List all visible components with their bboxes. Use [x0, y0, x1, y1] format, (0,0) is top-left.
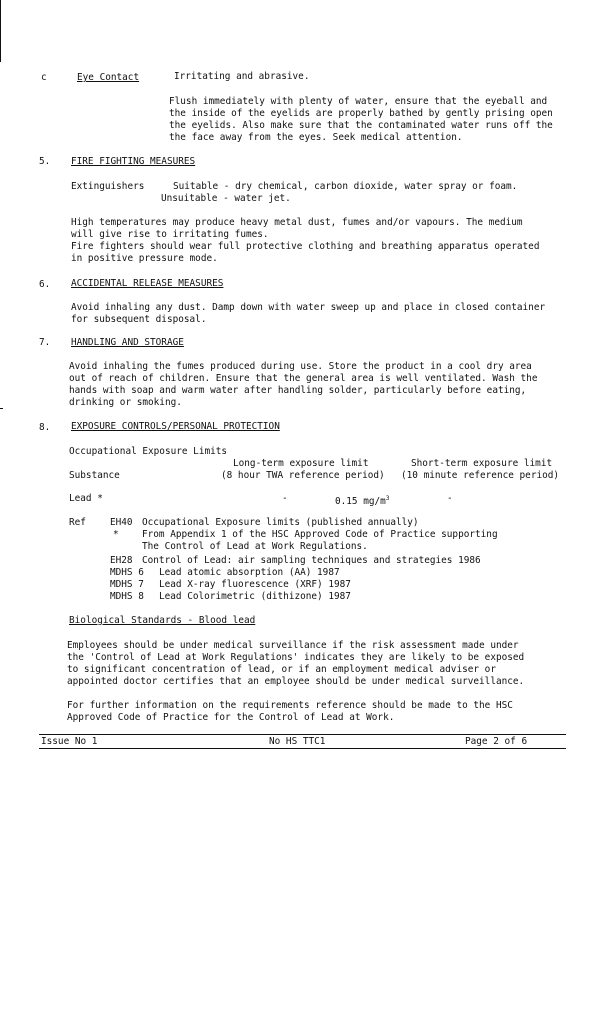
text-line: High temperatures may produce heavy metal dust, fumes and/or vapours. The medium — [71, 217, 523, 228]
limit-value: 0.15 mg/m — [335, 496, 386, 508]
eye-contact-label: Eye Contact — [77, 72, 140, 83]
scan-mark-top — [0, 0, 1, 62]
long-term-value — [335, 493, 389, 508]
text-line: will give rise to irritating fumes. — [71, 229, 269, 240]
text-line: in positive pressure mode. — [71, 253, 218, 264]
substance-header: Substance — [69, 470, 120, 481]
ref-text: Control of Lead: air sampling techniques and strategies 1986 — [142, 555, 481, 566]
biological-standards-text — [67, 640, 524, 688]
text-line: the inside of the eyelids are properly bathed by gently prising open — [169, 108, 553, 119]
text-line: Approved Code of Practice for the Control of Lead at Work. — [67, 712, 395, 723]
section-5-text — [71, 217, 539, 265]
oel-title: Occupational Exposure Limits — [69, 446, 228, 457]
text-line: Flush immediately with plenty of water, ensure that the eyeball and — [169, 96, 548, 107]
text-line: Avoid inhaling any dust. Damp down with water sweep up and place in closed container — [71, 302, 546, 313]
footer-doc-number: No HS TTC1 — [269, 736, 326, 747]
ref-code: MDHS 7 — [110, 579, 144, 590]
further-info-text — [67, 700, 513, 724]
ref-code: EH28 — [110, 555, 133, 566]
section-6-heading: ACCIDENTAL RELEASE MEASURES — [71, 278, 224, 289]
text-line: Avoid inhaling the fumes produced during use. Store the product in a cool dry area — [69, 361, 532, 372]
section-8-number: 8. — [39, 422, 51, 433]
short-term-dash: - — [447, 493, 453, 504]
unit-superscript: 3 — [385, 495, 390, 502]
section-6-number: 6. — [39, 279, 51, 290]
long-term-header: Long-term exposure limit — [233, 458, 369, 469]
ref-code: MDHS 8 — [110, 591, 144, 602]
section-8-heading: EXPOSURE CONTROLS/PERSONAL PROTECTION — [71, 421, 280, 432]
text-line: the eyelids. Also make sure that the contaminated water runs off the — [169, 120, 553, 131]
eye-contact-summary: Irritating and abrasive. — [174, 71, 310, 82]
ref-text: The Control of Lead at Work Regulations. — [142, 541, 368, 552]
eye-contact-instructions — [169, 96, 553, 144]
section-5-number: 5. — [39, 156, 51, 167]
short-term-subheader: (10 minute reference period) — [401, 470, 560, 481]
text-line: the face away from the eyes. Seek medical attention. — [169, 132, 463, 143]
ref-text: Lead atomic absorption (AA) 1987 — [159, 567, 340, 578]
section-7-heading: HANDLING AND STORAGE — [71, 337, 184, 348]
extinguisher-unsuitable: Unsuitable - water jet. — [161, 193, 291, 204]
scan-mark-mid — [0, 408, 3, 409]
footer-issue: Issue No 1 — [41, 736, 98, 747]
short-term-header: Short-term exposure limit — [411, 458, 553, 469]
extinguishers-label: Extinguishers — [71, 181, 145, 192]
text-line: hands with soap and warm water after handling solder, particularly before eating, — [69, 385, 527, 396]
text-line: to significant concentration of lead, or if an employment medical adviser or — [67, 664, 496, 675]
extinguisher-suitable: Suitable - dry chemical, carbon dioxide, water spray or foam. — [173, 181, 518, 192]
footer-rule-bottom — [39, 748, 566, 749]
text-line: Employees should be under medical surveillance if the risk assessment made under — [67, 640, 519, 651]
text-line: For further information on the requirements reference should be made to the HSC — [67, 700, 513, 711]
text-line: drinking or smoking. — [69, 397, 182, 408]
ref-code: EH40 — [110, 517, 133, 528]
ref-label: Ref — [69, 517, 86, 528]
ref-text: Lead X-ray fluorescence (XRF) 1987 — [159, 579, 351, 590]
text-line: Fire fighters should wear full protective clothing and breathing apparatus operated — [71, 241, 540, 252]
long-term-subheader: (8 hour TWA reference period) — [221, 470, 385, 481]
biological-standards-heading: Biological Standards - Blood lead — [69, 615, 256, 626]
text-line: out of reach of children. Ensure that the general area is well ventilated. Wash the — [69, 373, 538, 384]
text-line: for subsequent disposal. — [71, 314, 207, 325]
long-term-dash: - — [282, 493, 288, 504]
ref-code: MDHS 6 — [110, 567, 144, 578]
ref-text: Occupational Exposure limits (published annually) — [142, 517, 419, 528]
section-7-text — [69, 361, 537, 409]
text-line: the 'Control of Lead at Work Regulations' indicates they are likely to be exposed — [67, 652, 525, 663]
eye-contact-bullet: c — [41, 72, 47, 83]
section-6-text — [71, 302, 545, 326]
footer-page: Page 2 of 6 — [465, 736, 528, 747]
ref-text: Lead Colorimetric (dithizone) 1987 — [159, 591, 351, 602]
footer-rule-top — [39, 734, 566, 735]
substance-lead: Lead * — [69, 493, 103, 504]
section-7-number: 7. — [39, 337, 51, 348]
section-5-heading: FIRE FIGHTING MEASURES — [71, 156, 196, 167]
ref-text: From Appendix 1 of the HSC Approved Code of Practice supporting — [142, 529, 498, 540]
text-line: appointed doctor certifies that an employee should be under medical surveillance. — [67, 676, 525, 687]
ref-code: * — [113, 529, 119, 540]
